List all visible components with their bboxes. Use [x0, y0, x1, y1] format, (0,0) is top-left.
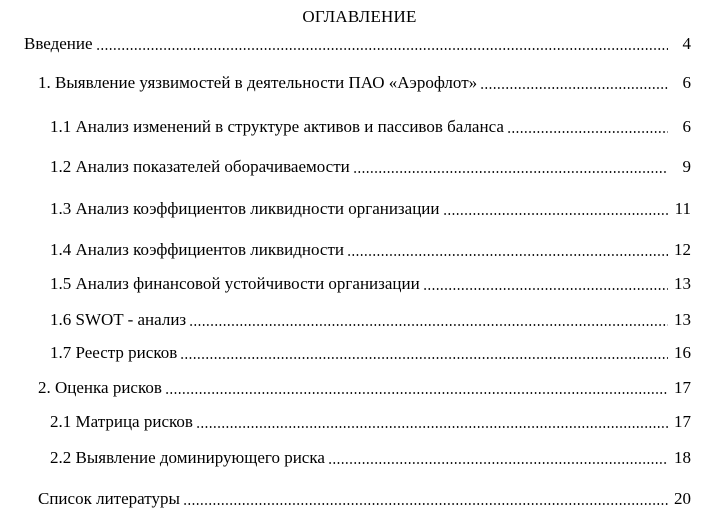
toc-entry-title: 1.3 Анализ коэффициентов ликвидности организации — [50, 199, 440, 218]
toc-entry-2-1[interactable] — [50, 410, 691, 432]
dot-leader — [189, 324, 668, 326]
toc-entry-1-4[interactable] — [50, 238, 691, 260]
toc-entry-page: 11 — [674, 199, 691, 218]
dot-leader — [443, 213, 669, 215]
toc-entry-title: 1.7 Реестр рисков — [50, 343, 178, 362]
page-title: ОГЛАВЛЕНИЕ — [302, 7, 417, 26]
toc-entry-bibliography[interactable] — [38, 487, 691, 509]
toc-entry-intro[interactable] — [24, 32, 691, 54]
toc-entry-page: 6 — [682, 117, 691, 136]
toc-entry-title: Список литературы — [38, 489, 180, 508]
dot-leader — [353, 171, 668, 173]
dot-leader — [180, 357, 668, 359]
toc-entry-chapter-1[interactable] — [38, 71, 691, 93]
toc-entry-1-1[interactable] — [50, 115, 691, 137]
toc-entry-1-7[interactable] — [50, 341, 691, 363]
toc-entry-1-2[interactable] — [50, 155, 691, 177]
toc-entry-page: 9 — [682, 157, 691, 176]
toc-entry-page: 13 — [674, 310, 691, 329]
dot-leader — [507, 131, 668, 133]
toc-entry-2-2[interactable] — [50, 446, 691, 468]
dot-leader — [328, 462, 668, 464]
toc-entry-chapter-2[interactable] — [38, 376, 691, 398]
toc-entry-title: 1.4 Анализ коэффициентов ликвидности — [50, 240, 344, 259]
dot-leader — [96, 48, 668, 50]
toc-entry-1-3[interactable] — [50, 197, 691, 219]
toc-entry-title: 2.2 Выявление доминирующего риска — [50, 448, 325, 467]
toc-entry-1-6[interactable] — [50, 308, 691, 330]
toc-entry-title: 1. Выявление уязвимостей в деятельности ПАО «Аэрофлот» — [38, 73, 478, 92]
toc-entry-title: 1.1 Анализ изменений в структуре активов и пассивов баланса — [50, 117, 504, 136]
toc-entry-page: 18 — [674, 448, 691, 467]
toc-entry-page: 16 — [674, 343, 691, 362]
toc-entry-page: 17 — [674, 412, 691, 431]
toc-entry-title: 1.6 SWOT - анализ — [50, 310, 187, 329]
toc-entry-title: 1.5 Анализ финансовой устойчивости организации — [50, 274, 420, 293]
dot-leader — [480, 87, 668, 89]
toc-entry-title: 2. Оценка рисков — [38, 378, 162, 397]
toc-entry-title: 1.2 Анализ показателей оборачиваемости — [50, 157, 350, 176]
toc-entry-page: 17 — [674, 378, 691, 397]
dot-leader — [347, 254, 668, 256]
dot-leader — [423, 288, 668, 290]
toc-entry-page: 20 — [674, 489, 691, 508]
dot-leader — [196, 426, 668, 428]
dot-leader — [183, 503, 668, 505]
toc-entry-page: 13 — [674, 274, 691, 293]
dot-leader — [165, 392, 668, 394]
toc-entry-page: 6 — [682, 73, 691, 92]
toc-entry-page: 12 — [674, 240, 691, 259]
toc-entry-1-5[interactable] — [50, 272, 691, 294]
toc-entry-page: 4 — [682, 34, 691, 53]
toc-entry-title: Введение — [24, 34, 93, 53]
toc-entry-title: 2.1 Матрица рисков — [50, 412, 193, 431]
